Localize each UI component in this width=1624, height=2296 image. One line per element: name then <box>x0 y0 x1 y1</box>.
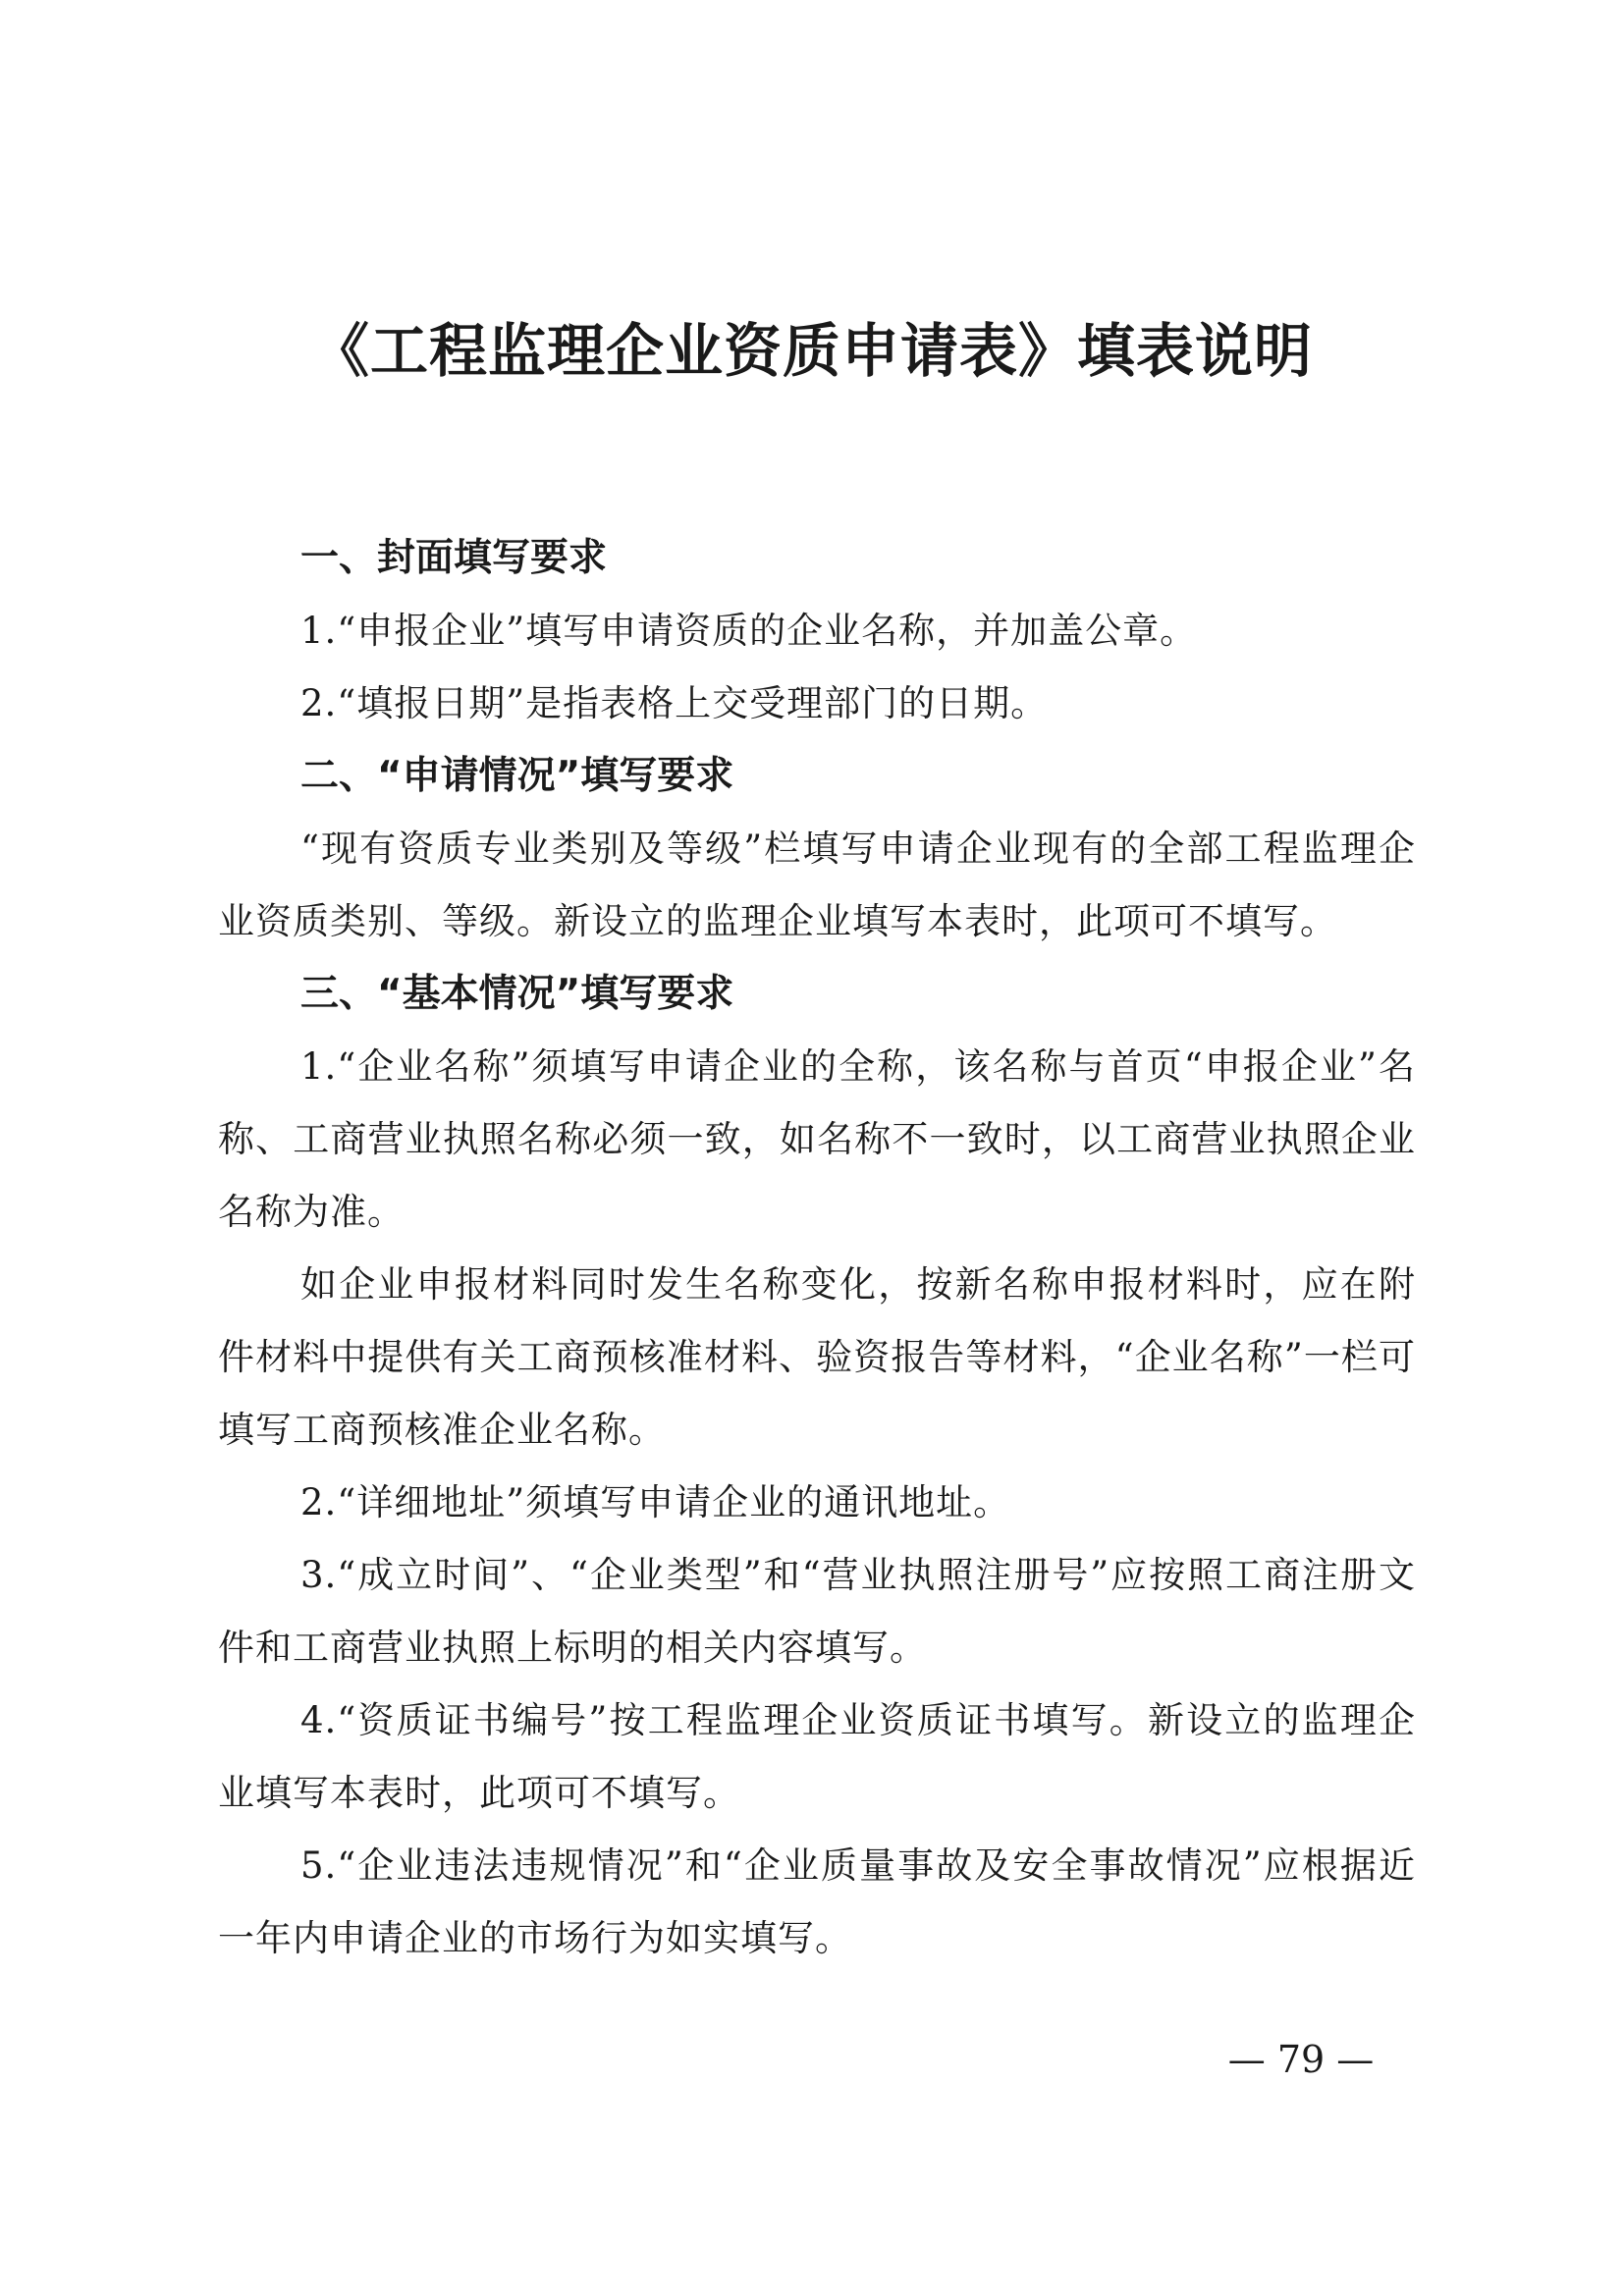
paragraph: 如企业申报材料同时发生名称变化，按新名称申报材料时，应在附件材料中提供有关工商预核准材料、验资报告等材料，“企业名称”一栏可填写工商预核准企业名称。 <box>218 1263 1416 1451</box>
section-cover-requirements <box>218 522 1416 740</box>
page-number: — 79 — <box>1227 2038 1375 2081</box>
document-title: 《工程监理企业资质申请表》填表说明 <box>310 317 1313 385</box>
paragraph: 4.“资质证书编号”按工程监理企业资质证书填写。新设立的监理企业填写本表时，此项可不填写。 <box>218 1699 1416 1814</box>
section-heading: 二、“申请情况”填写要求 <box>300 754 734 798</box>
paragraph: 1.“企业名称”须填写申请企业的全称，该名称与首页“申报企业”名称、工商营业执照名称必须一致，如名称不一致时，以工商营业执照企业名称为准。 <box>218 1045 1416 1233</box>
section-basic-info <box>218 958 1416 1975</box>
paragraph: 5.“企业违法违规情况”和“企业质量事故及安全事故情况”应根据近一年内申请企业的市场行为如实填写。 <box>218 1844 1416 1959</box>
paragraph: “现有资质专业类别及等级”栏填写申请企业现有的全部工程监理企业资质类别、等级。新设立的监理企业填写本表时，此项可不填写。 <box>218 828 1416 942</box>
paragraph: 2.“详细地址”须填写申请企业的通讯地址。 <box>300 1481 1011 1523</box>
paragraph: 2.“填报日期”是指表格上交受理部门的日期。 <box>300 682 1049 724</box>
paragraph: 3.“成立时间”、“企业类型”和“营业执照注册号”应按照工商注册文件和工商营业执照上标明的相关内容填写。 <box>218 1554 1416 1669</box>
section-heading: 一、封面填写要求 <box>300 536 608 580</box>
section-heading: 三、“基本情况”填写要求 <box>300 972 734 1016</box>
paragraph: 1.“申报企业”填写申请资质的企业名称，并加盖公章。 <box>300 610 1198 652</box>
document-body <box>218 522 1416 1975</box>
section-application-status <box>218 740 1416 958</box>
